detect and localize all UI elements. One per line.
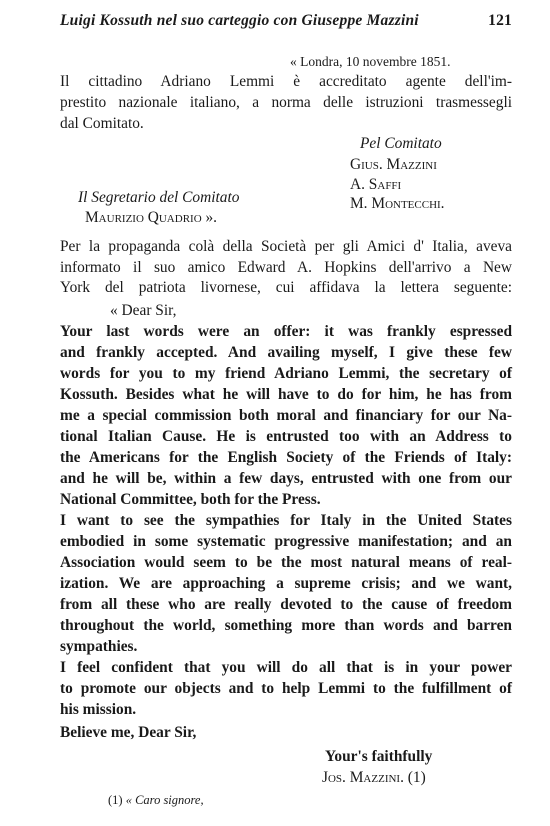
footnote-lead-text: « Caro signore,	[125, 793, 204, 807]
letter-line: to promote our objects and to help Lemmi to the fulfillment of	[60, 680, 512, 697]
committee-signature: A. Saffi	[350, 176, 402, 193]
letter-line: from all these who are really devoted to the cause of freedom	[60, 596, 512, 613]
letter-line: sympathies.	[60, 638, 138, 655]
valediction: Your's faithfully	[325, 748, 433, 765]
closing-line: Believe me, Dear Sir,	[60, 724, 197, 741]
footnote-lead	[108, 791, 204, 809]
letter-line: I want to see the sympathies for Italy in the United States	[60, 512, 512, 529]
letter-line: Your last words were an offer: it was frankly espressed	[60, 323, 512, 340]
narrative-line: Per la propaganda colà della Società per gli Amici d' Italia, aveva	[60, 238, 512, 255]
footnote-marker: (1)	[108, 793, 123, 807]
signature: Jos. Mazzini. (1)	[322, 769, 426, 786]
secretary-name: Maurizio Quadrio ».	[85, 209, 218, 226]
letter-line: me a special commission both moral and financiary for our Na-	[60, 407, 512, 424]
letter-line: words for you to my friend Adriano Lemmi, the secretary of	[60, 365, 512, 382]
letter-line: Kossuth. Besides what he will have to do for him, he has from	[60, 386, 512, 403]
committee-signature: M. Montecchi.	[350, 195, 445, 212]
letter-line: I feel confident that you will do all that is in your power	[60, 659, 512, 676]
letter-line: tional Italian Cause. He is entrusted too with an Address to	[60, 428, 512, 445]
committee-signature: Gius. Mazzini	[350, 156, 437, 173]
letter-line: and he will be, within a few days, entrusted with one from our	[60, 470, 512, 487]
body-line: dal Comitato.	[60, 115, 144, 132]
letter-line: Association would seem to be the most natural means of real-	[60, 554, 512, 571]
committee-label: Pel Comitato	[360, 135, 442, 152]
letter-line: National Committee, both for the Press.	[60, 491, 321, 508]
letter-line: embodied in some systematic progressive manifestation; and an	[60, 533, 512, 550]
letter-line: the Americans for the English Society of the Friends of Italy:	[60, 449, 512, 466]
salutation: « Dear Sir,	[110, 302, 177, 319]
letter-line: his mission.	[60, 701, 137, 718]
body-line: Il cittadino Adriano Lemmi è accreditato agente dell'im-	[60, 73, 512, 90]
page-number: 121	[488, 12, 512, 29]
narrative-line: informato il suo amico Edward A. Hopkins dell'arrivo a New	[60, 259, 512, 276]
letter-line: ization. We are approaching a supreme crisis; and we want,	[60, 575, 512, 592]
letter-line: throughout the world, something more than words and barren	[60, 617, 512, 634]
dateline: « Londra, 10 novembre 1851.	[290, 54, 451, 69]
letter-line: and frankly accepted. And availing myself, I give these few	[60, 344, 512, 361]
secretary-label: Il Segretario del Comitato	[78, 189, 240, 206]
narrative-line: York del patriota livornese, cui affidava la lettera seguente:	[60, 279, 512, 296]
body-line: prestito nazionale italiano, a norma delle istruzioni trasmessegli	[60, 94, 512, 111]
running-header	[60, 12, 512, 36]
running-title: Luigi Kossuth nel suo carteggio con Giuseppe Mazzini	[60, 12, 419, 29]
